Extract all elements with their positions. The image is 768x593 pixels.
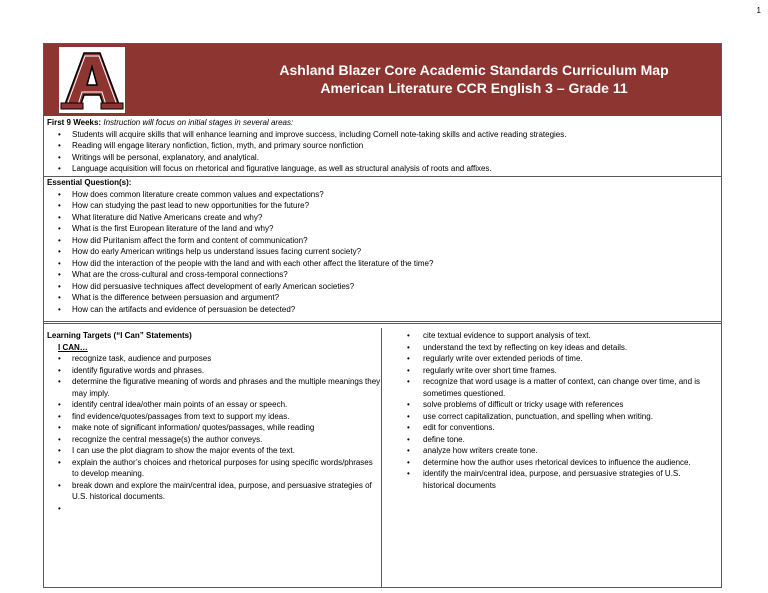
intro-suffix: : [291,118,294,127]
page-subtitle: American Literature CCR English 3 – Grade 11 [320,80,628,96]
list-item: • solve problems of difficult or tricky usage with references [383,399,721,411]
list-item: • How did Puritanism affect the form and content of communication? [44,235,721,247]
learning-targets-left-column [44,328,382,587]
list-item: • use correct capitalization, punctuation, and spelling when writing. [383,411,721,423]
learning-targets-label: Learning Targets (“I Can” Statements) [47,331,192,340]
essential-questions-list [44,189,721,316]
list-item: • recognize the central message(s) the author conveys. [47,434,381,446]
school-logo [59,47,125,113]
list-item: • analyze how writers create tone. [383,445,721,457]
list-item: • cite textual evidence to support analysis of text. [383,330,721,342]
list-item: • How can the artifacts and evidence of persuasion be detected? [44,304,721,316]
list-item: • identify the main/central idea, purpose, and persuasive strategies of U.S. historical documents [383,468,721,491]
list-item: • recognize task, audience and purposes [47,353,381,365]
list-item: • I can use the plot diagram to show the major events of the text. [47,445,381,457]
list-item: • How do early American writings help us understand issues facing current society? [44,246,721,258]
learning-targets-section [44,328,721,587]
list-item: • define tone. [383,434,721,446]
page-number: 1 [756,6,761,15]
list-item: • How can studying the past lead to new opportunities for the future? [44,200,721,212]
list-item: • understand the text by reflecting on key ideas and details. [383,342,721,354]
list-item: • Students will acquire skills that will enhance learning and improve success, including Cornell note-taking skills and active reading strategies. [44,129,721,141]
list-item: • regularly write over extended periods of time. [383,353,721,365]
list-item: • What is the first European literature of the land and why? [44,223,721,235]
list-item [47,503,381,515]
list-item: • explain the author’s choices and rhetorical purposes for using specific words/phrases to develop meaning. [47,457,381,480]
first-nine-weeks-label: First 9 Weeks: [47,118,102,127]
list-item: • Reading will engage literary nonfiction, fiction, myth, and primary source nonfiction [44,140,721,152]
list-item: • break down and explore the main/central idea, purpose, and persuasive strategies of U.S. historical documents. [47,480,381,503]
first-nine-weeks-intro: Instruction will focus on initial stages in several areas [103,118,291,127]
curriculum-map-table [43,43,722,588]
list-item: • What are the cross-cultural and cross-temporal connections? [44,269,721,281]
header-banner [44,44,721,116]
list-item: • Language acquisition will focus on rhetorical and figurative language, as well as structural analysis of roots and affixes. [44,163,721,175]
list-item: • determine the figurative meaning of words and phrases and the multiple meanings they may imply. [47,376,381,399]
list-item: • How did persuasive techniques affect development of early American societies? [44,281,721,293]
list-item: • determine how the author uses rhetorical devices to influence the audience. [383,457,721,469]
list-item: • identify figurative words and phrases. [47,365,381,377]
list-item: • make note of significant information/ quotes/passages, while reading [47,422,381,434]
list-item: • recognize that word usage is a matter of context, can change over time, and is sometimes questioned. [383,376,721,399]
learning-targets-right-column [383,328,721,587]
learning-targets-left-list [47,353,381,514]
list-item: • identify central idea/other main points of an essay or speech. [47,399,381,411]
list-item: • edit for conventions. [383,422,721,434]
list-item: • What literature did Native Americans create and why? [44,212,721,224]
list-item: • find evidence/quotes/passages from text to support my ideas. [47,411,381,423]
header-titles [224,61,724,97]
i-can-label: I CAN… [58,342,88,352]
first-nine-weeks-section [44,116,721,177]
essential-questions-label: Essential Question(s): [47,178,132,187]
list-item: • How did the interaction of the people with the land and with each other affect the literature of the time? [44,258,721,270]
page-title: Ashland Blazer Core Academic Standards Curriculum Map [279,62,669,78]
first-nine-weeks-list [44,129,721,175]
learning-targets-right-list [383,330,721,491]
list-item: • How does common literature create common values and expectations? [44,189,721,201]
essential-questions-section [44,177,721,324]
list-item: • What is the difference between persuasion and argument? [44,292,721,304]
list-item: • regularly write over short time frames. [383,365,721,377]
list-item: • Writings will be personal, explanatory, and analytical. [44,152,721,164]
